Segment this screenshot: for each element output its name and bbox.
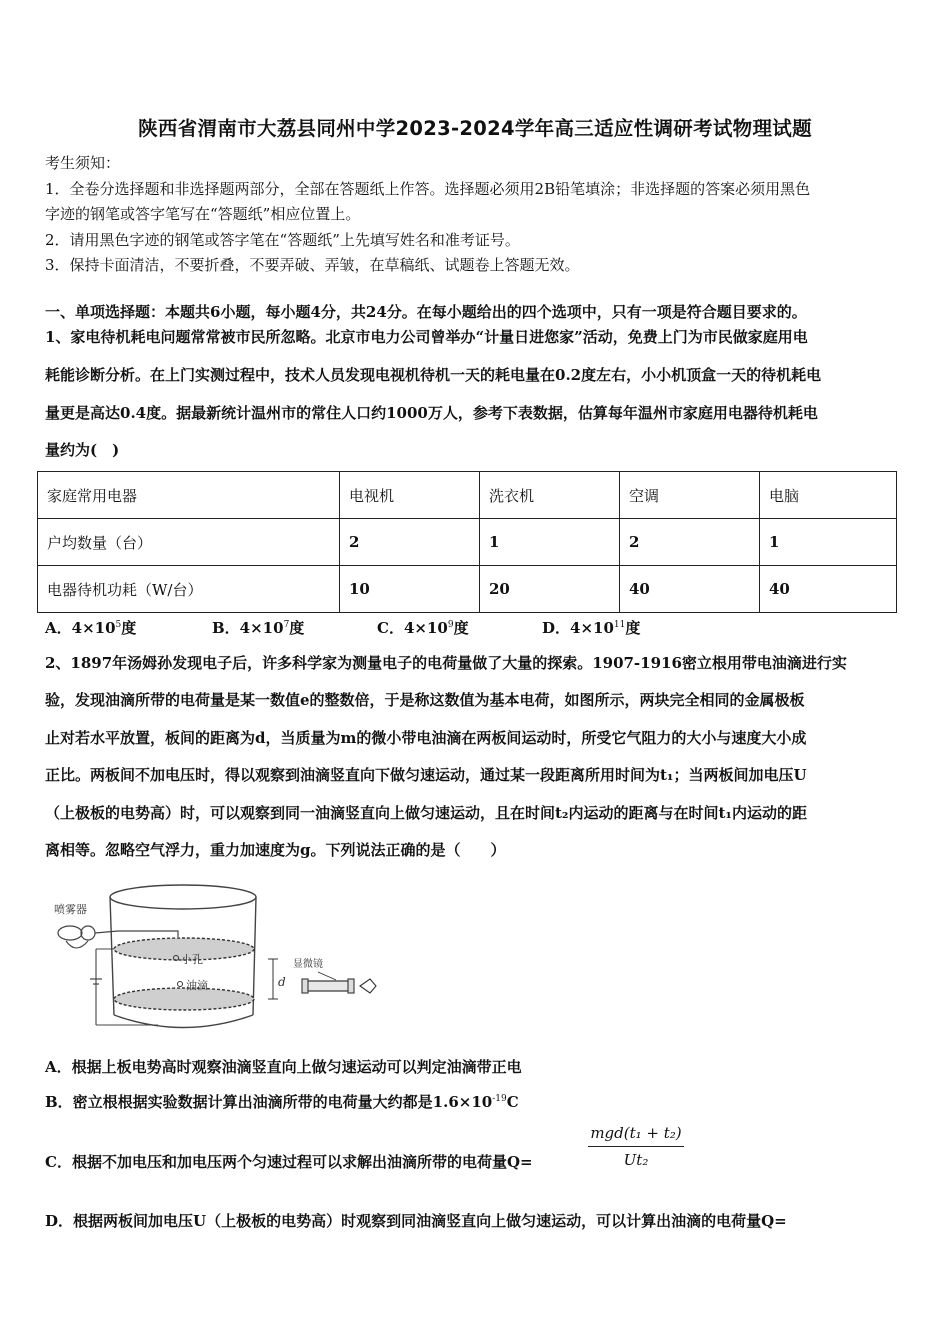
table-header-cell: 洗衣机	[480, 472, 620, 519]
notice-heading: 考生须知：	[45, 154, 121, 172]
table-header-cell: 电视机	[340, 472, 480, 519]
appliance-table	[37, 471, 897, 613]
sprayer-label: 喷雾器	[54, 903, 87, 916]
table-header-cell: 电脑	[760, 472, 897, 519]
q1-option-b	[212, 617, 304, 638]
q1-text: 耗能诊断分析。在上门实测过程中，技术人员发现电视机待机一天的耗电量在0.2度左右，小小机顶盒一天的待机耗电	[45, 366, 822, 384]
table-cell: 电器待机功耗（W/台）	[38, 566, 340, 613]
table-row	[38, 566, 897, 613]
table-row	[38, 519, 897, 566]
table-cell: 1	[760, 519, 897, 566]
q1-option-a	[45, 617, 136, 638]
option-label: C．4×10	[377, 619, 448, 637]
eye-icon	[360, 979, 376, 993]
q2-answer-c: C．根据不加电压和加电压两个匀速过程可以求解出油滴所带的电荷量Q=	[45, 1153, 533, 1171]
table-cell: 户均数量（台）	[38, 519, 340, 566]
hole-label: 小孔	[181, 953, 203, 966]
microscope-label: 显微镜	[293, 959, 323, 970]
option-unit: 度	[453, 619, 469, 637]
table-cell: 2	[340, 519, 480, 566]
option-unit: 度	[121, 619, 137, 637]
q1-option-d	[542, 617, 640, 638]
q2-text: 2、1897年汤姆孙发现电子后，许多科学家为测量电子的电荷量做了大量的探索。1907-1916密立根用带电油滴进行实	[45, 654, 847, 672]
q2-answer-b	[45, 1091, 519, 1112]
q1-text: 量更是高达0.4度。据最新统计温州市的常住人口约1000万人，参考下表数据，估算每年温州市家庭用电器待机耗电	[45, 404, 818, 422]
notice-item: 2．请用黑色字迹的钢笔或答字笔在“答题纸”上先填写姓名和准考证号。	[45, 231, 520, 249]
table-cell: 20	[480, 566, 620, 613]
table-cell: 40	[620, 566, 760, 613]
option-label: A．4×10	[45, 619, 116, 637]
option-label: B．4×10	[212, 619, 284, 637]
q1-option-c	[377, 617, 469, 638]
microscope-icon	[306, 981, 350, 991]
table-header-cell: 空调	[620, 472, 760, 519]
option-unit: 度	[289, 619, 305, 637]
q2-answer-d: D．根据两板间加电压U（上极板的电势高）时观察到同油滴竖直向上做匀速运动，可以计算出油滴的电荷量Q=	[45, 1212, 787, 1230]
table-cell: 2	[620, 519, 760, 566]
option-label: D．4×10	[542, 619, 614, 637]
charge-formula	[588, 1124, 684, 1169]
page-title: 陕西省渭南市大荔县同州中学2023-2024学年高三适应性调研考试物理试题	[138, 117, 812, 140]
option-exp: 11	[613, 620, 626, 630]
answer-b-exp: -19	[492, 1094, 507, 1104]
q2-text: （上极板的电势高）时，可以观察到同一油滴竖直向上做匀速运动，且在时间t₂内运动的距离与在时间t₁内运动的距	[45, 804, 808, 822]
q2-text: 止对若水平放置，板间的距离为d，当质量为m的微小带电油滴在两板间运动时，所受它气阻力的大小与速度大小成	[45, 729, 807, 747]
formula-numerator: mgd(t₁ + t₂)	[588, 1124, 684, 1147]
option-unit: 度	[625, 619, 641, 637]
millikan-apparatus-figure	[48, 875, 388, 1035]
section-heading: 一、单项选择题：本题共6小题，每小题4分，共24分。在每小题给出的四个选项中，只有一项是符合题目要求的。	[45, 303, 807, 321]
table-header-row	[38, 472, 897, 519]
q2-text: 验，发现油滴所带的电荷量是某一数值e的整数倍，于是称这数值为基本电荷，如图所示，两块完全相同的金属极板	[45, 691, 805, 709]
notice-item: 3．保持卡面清洁，不要折叠，不要弄破、弄皱，在草稿纸、试题卷上答题无效。	[45, 256, 580, 274]
notice-item: 1．全卷分选择题和非选择题两部分，全部在答题纸上作答。选择题必须用2B铅笔填涂；非选择题的答案必须用黑色	[45, 180, 811, 198]
q2-text: 正比。两板间不加电压时，得以观察到油滴竖直向下做匀速运动，通过某一段距离所用时间为t₁；当两板间加电压U	[45, 766, 807, 784]
option-exp: 9	[447, 620, 454, 630]
drop-label: 油滴	[186, 979, 208, 992]
q1-text: 量约为( )	[45, 441, 120, 459]
table-cell: 40	[760, 566, 897, 613]
q2-answer-a: A．根据上板电势高时观察油滴竖直向上做匀速运动可以判定油滴带正电	[45, 1058, 522, 1076]
formula-denominator: Ut₂	[623, 1151, 649, 1169]
table-header-cell: 家庭常用电器	[38, 472, 340, 519]
distance-label: d	[278, 975, 286, 989]
notice-item: 字迹的钢笔或答字笔写在“答题纸”相应位置上。	[45, 205, 361, 223]
answer-b-text: B．密立根根据实验数据计算出油滴所带的电荷量大约都是1.6×10	[45, 1093, 493, 1111]
option-exp: 5	[115, 620, 122, 630]
answer-b-unit: C	[506, 1093, 519, 1111]
q1-text: 1、家电待机耗电问题常常被市民所忽略。北京市电力公司曾举办“计量日进您家”活动，免费上门为市民做家庭用电	[45, 328, 808, 346]
option-exp: 7	[283, 620, 290, 630]
q2-text: 离相等。忽略空气浮力，重力加速度为g。下列说法正确的是（ ）	[45, 841, 506, 859]
table-cell: 10	[340, 566, 480, 613]
table-cell: 1	[480, 519, 620, 566]
